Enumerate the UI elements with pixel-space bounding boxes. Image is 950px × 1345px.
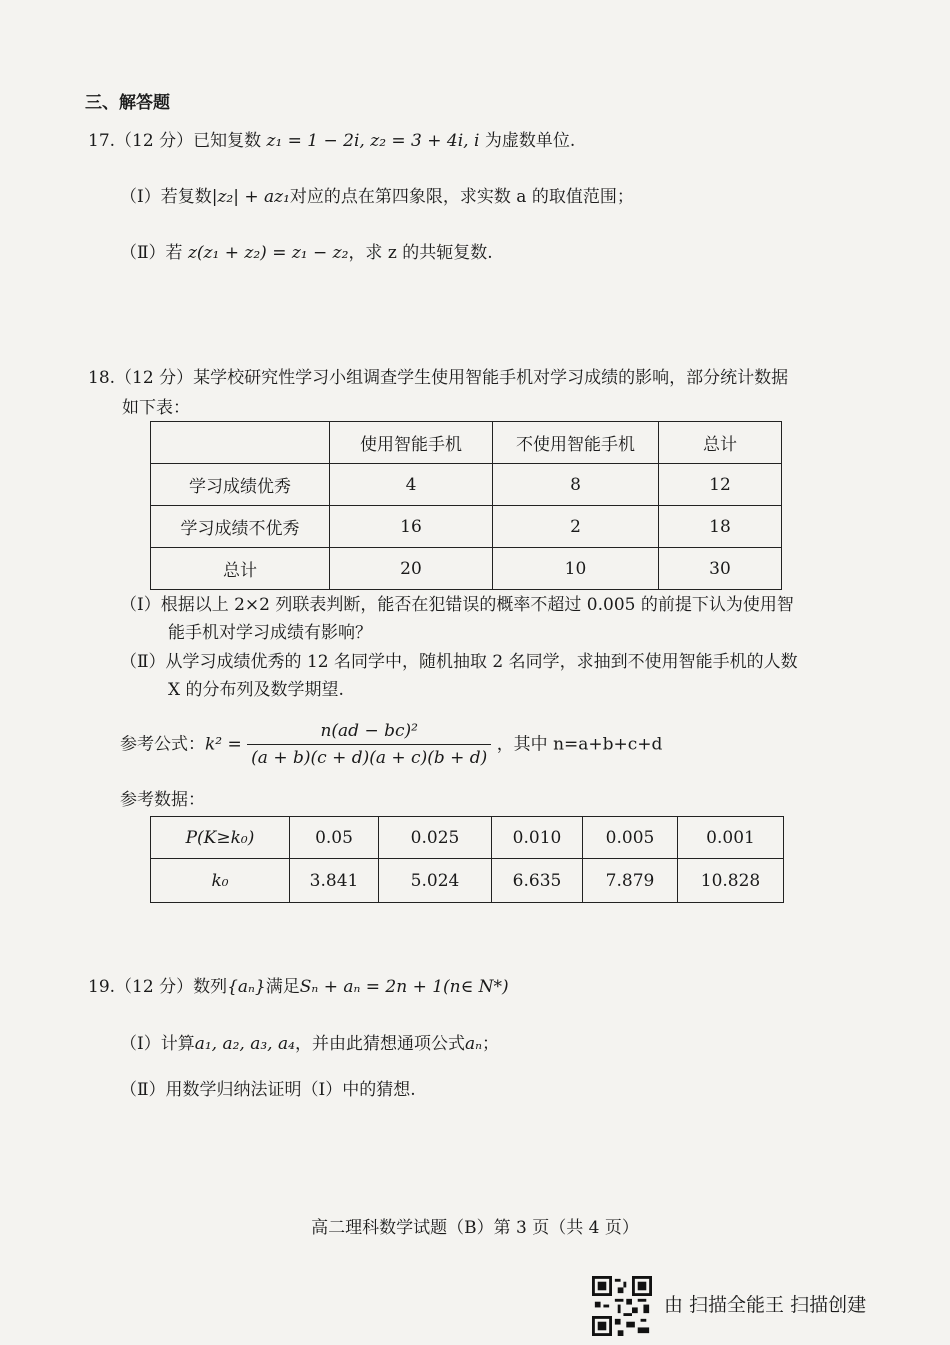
table-cell: 5.024 bbox=[379, 859, 492, 903]
reference-formula bbox=[120, 718, 662, 771]
section-title: 三、解答题 bbox=[85, 93, 170, 113]
q19-stem-math1: {aₙ} bbox=[227, 977, 266, 997]
q17-part1-suffix: 对应的点在第四象限，求实数 a 的取值范围； bbox=[289, 187, 634, 207]
table-header-cell: 不使用智能手机 bbox=[493, 422, 659, 464]
formula-label: 参考公式： bbox=[120, 734, 205, 755]
table-header-cell: 总计 bbox=[659, 422, 782, 464]
reference-data-table bbox=[150, 816, 784, 903]
q18-part1-line2: 能手机对学习成绩有影响？ bbox=[168, 623, 372, 643]
table-cell: 30 bbox=[659, 548, 782, 590]
table-cell: P(K≥k₀) bbox=[151, 817, 290, 859]
q19-part1-prefix: （Ⅰ）计算 bbox=[120, 1034, 195, 1054]
table-cell: 20 bbox=[330, 548, 493, 590]
table-row bbox=[151, 506, 782, 548]
q18-part2-line2: X 的分布列及数学期望. bbox=[168, 680, 344, 700]
table-cell: 16 bbox=[330, 506, 493, 548]
q19-stem-mid: 满足 bbox=[265, 977, 300, 997]
table-header-cell: 使用智能手机 bbox=[330, 422, 493, 464]
q17-part1-math: |z₂| + az₁ bbox=[211, 187, 290, 207]
table-cell: 6.635 bbox=[492, 859, 583, 903]
table-cell: 3.841 bbox=[290, 859, 379, 903]
table-cell: 4 bbox=[330, 464, 493, 506]
q19-part1-math: a₁, a₂, a₃, a₄ bbox=[194, 1034, 295, 1054]
formula-tail: ，其中 n=a+b+c+d bbox=[496, 734, 663, 755]
table-cell: 0.010 bbox=[492, 817, 583, 859]
formula-lhs: k² = bbox=[205, 734, 242, 755]
table-cell: k₀ bbox=[151, 859, 290, 903]
q17-part1 bbox=[120, 186, 634, 208]
table-cell: 2 bbox=[493, 506, 659, 548]
q17-part2 bbox=[120, 242, 493, 264]
table-row bbox=[151, 817, 784, 859]
q19-part2: （Ⅱ）用数学归纳法证明（Ⅰ）中的猜想. bbox=[120, 1080, 416, 1100]
table-cell: 0.001 bbox=[678, 817, 784, 859]
table-cell: 12 bbox=[659, 464, 782, 506]
table-cell: 学习成绩优秀 bbox=[151, 464, 330, 506]
formula-fraction bbox=[247, 718, 491, 771]
q17-stem-math: z₁ = 1 − 2i, z₂ = 3 + 4i, i bbox=[266, 131, 480, 151]
table-cell: 18 bbox=[659, 506, 782, 548]
q17-part2-suffix: ，求 z 的共轭复数. bbox=[348, 243, 493, 263]
q19-part1-suffix: ； bbox=[481, 1034, 499, 1054]
table-header-row bbox=[151, 422, 782, 464]
q17-part2-prefix: （Ⅱ）若 bbox=[120, 243, 188, 263]
table-cell: 0.05 bbox=[290, 817, 379, 859]
table-cell: 总计 bbox=[151, 548, 330, 590]
table-cell: 7.879 bbox=[583, 859, 678, 903]
table-row bbox=[151, 548, 782, 590]
table-cell: 0.005 bbox=[583, 817, 678, 859]
formula-numerator: n(ad − bc)² bbox=[247, 718, 491, 745]
table-row bbox=[151, 464, 782, 506]
page-footer: 高二理科数学试题（B）第 3 页（共 4 页） bbox=[311, 1218, 639, 1238]
q18-stem-line1: 18.（12 分）某学校研究性学习小组调查学生使用智能手机对学习成绩的影响，部分统计数据 bbox=[88, 368, 789, 388]
qr-code-icon bbox=[592, 1276, 652, 1336]
q19-stem-prefix: 19.（12 分）数列 bbox=[88, 977, 228, 997]
q17-part2-math: z(z₁ + z₂) = z₁ − z₂ bbox=[187, 243, 349, 263]
q17-stem-suffix: 为虚数单位. bbox=[479, 131, 576, 151]
table-cell: 学习成绩不优秀 bbox=[151, 506, 330, 548]
q19-part1-mid: ，并由此猜想通项公式 bbox=[294, 1034, 465, 1054]
table-cell: 8 bbox=[493, 464, 659, 506]
table-header-cell bbox=[151, 422, 330, 464]
q18-stem-line2: 如下表： bbox=[122, 398, 190, 418]
q18-part2-line1: （Ⅱ）从学习成绩优秀的 12 名同学中，随机抽取 2 名同学，求抽到不使用智能手机的人数 bbox=[120, 652, 798, 672]
q17-stem bbox=[88, 130, 575, 152]
table-row bbox=[151, 859, 784, 903]
q17-stem-prefix: 17.（12 分）已知复数 bbox=[88, 131, 267, 151]
reference-data-label: 参考数据： bbox=[120, 790, 205, 810]
table-cell: 10 bbox=[493, 548, 659, 590]
table-cell: 0.025 bbox=[379, 817, 492, 859]
watermark-text: 由 扫描全能王 扫描创建 bbox=[664, 1294, 867, 1316]
q18-part1-line1: （Ⅰ）根据以上 2×2 列联表判断，能否在犯错误的概率不超过 0.005 的前提下认为使用智 bbox=[120, 595, 794, 615]
q17-part1-prefix: （Ⅰ）若复数 bbox=[120, 187, 212, 207]
formula-denominator: (a + b)(c + d)(a + c)(b + d) bbox=[251, 748, 488, 768]
q19-stem bbox=[88, 976, 509, 998]
q19-part1 bbox=[120, 1033, 499, 1055]
table-cell: 10.828 bbox=[678, 859, 784, 903]
contingency-table bbox=[150, 421, 782, 590]
q19-part1-math2: aₙ bbox=[464, 1034, 482, 1054]
q19-stem-math2: Sₙ + aₙ = 2n + 1(n∈ N*) bbox=[299, 977, 509, 997]
